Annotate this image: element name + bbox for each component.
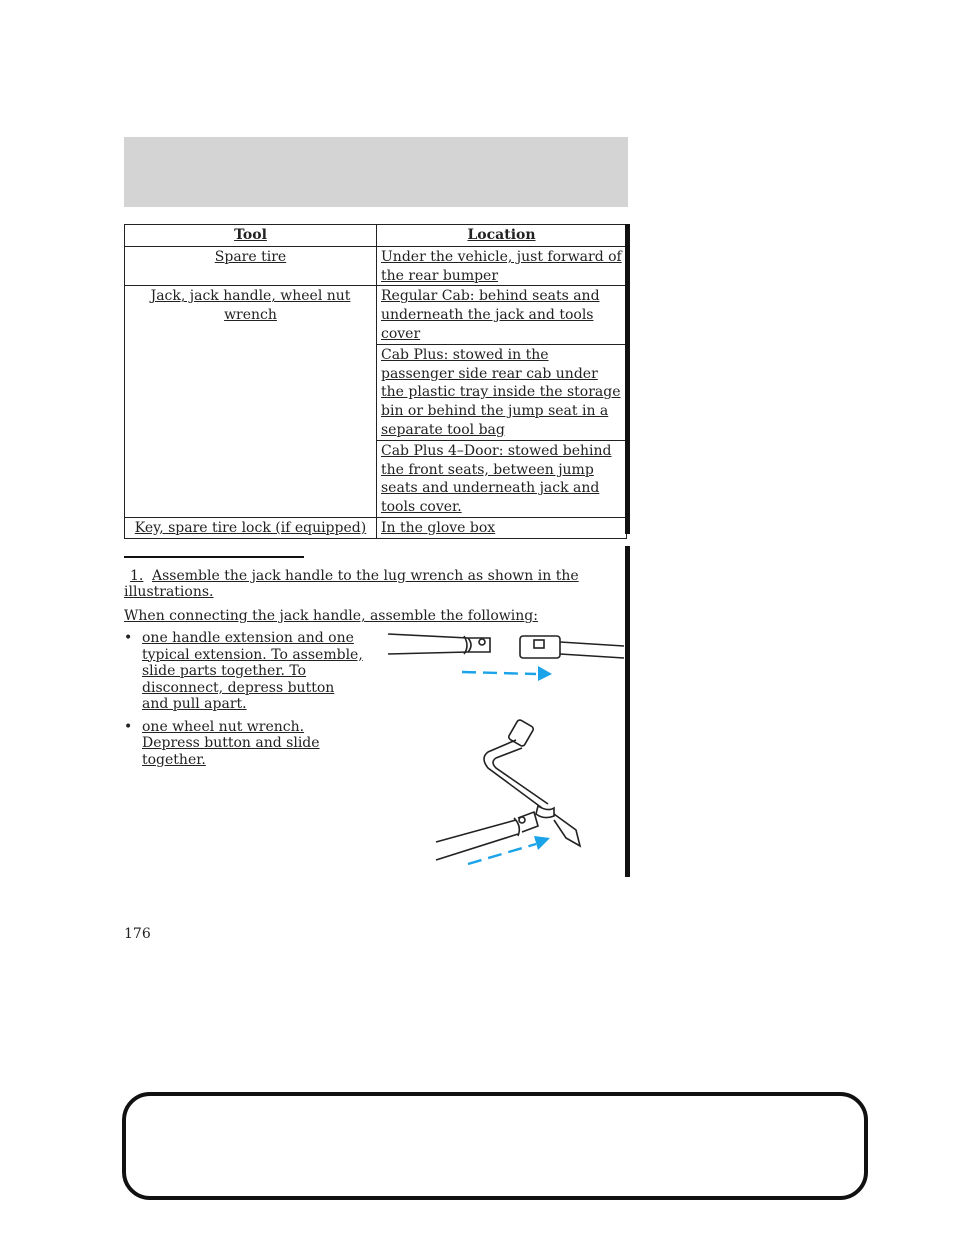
section-rule bbox=[124, 556, 304, 558]
table-row bbox=[125, 286, 627, 344]
step-text: Assemble the jack handle to the lug wrench as shown in the illustrations. bbox=[124, 568, 579, 600]
bullet-text: one handle extension and one typical extension. To assemble, slide parts together. To disconnect, depress button and pull apart. bbox=[142, 630, 363, 712]
intro-text: When connecting the jack handle, assemble the following: bbox=[124, 608, 538, 624]
tool-cell: Key, spare tire lock (if equipped) bbox=[125, 517, 377, 538]
list-item bbox=[124, 630, 364, 713]
assemble-arrow bbox=[468, 836, 550, 864]
step-number: 1. bbox=[130, 568, 144, 584]
handle-extension-drawing bbox=[388, 634, 624, 658]
bullet-icon: • bbox=[124, 630, 133, 646]
handle-extension-illustration bbox=[386, 628, 626, 684]
page-number: 176 bbox=[124, 926, 151, 942]
location-cell: Regular Cab: behind seats and underneath the jack and tools cover bbox=[377, 286, 627, 344]
tool-cell: Jack, jack handle, wheel nut wrench bbox=[125, 286, 377, 518]
list-item bbox=[124, 719, 364, 769]
tool-location-table bbox=[124, 224, 627, 539]
bullet-list bbox=[124, 630, 364, 774]
table-row bbox=[125, 517, 627, 538]
location-cell: Cab Plus 4–Door: stowed behind the front seats, between jump seats and underneath jack and tools cover. bbox=[377, 440, 627, 517]
location-cell: In the glove box bbox=[377, 517, 627, 538]
assemble-arrow bbox=[462, 666, 552, 681]
tool-column-header: Tool bbox=[125, 225, 377, 247]
footer-box bbox=[122, 1092, 868, 1200]
tool-cell: Spare tire bbox=[125, 246, 377, 286]
wheel-nut-wrench-illustration bbox=[430, 716, 626, 868]
bullet-icon: • bbox=[124, 718, 133, 735]
table-header-row bbox=[125, 225, 627, 247]
location-cell: Cab Plus: stowed in the passenger side rear cab under the plastic tray inside the storage bin or behind the jump seat in a separate tool bag bbox=[377, 344, 627, 440]
bullet-text: one wheel nut wrench. Depress button and slide together. bbox=[142, 718, 320, 768]
revision-bar bbox=[625, 224, 630, 534]
step-1 bbox=[124, 568, 594, 600]
wheel-nut-wrench-drawing bbox=[436, 719, 580, 860]
table-row bbox=[125, 246, 627, 286]
location-cell: Under the vehicle, just forward of the rear bumper bbox=[377, 246, 627, 286]
section-header-band bbox=[124, 137, 628, 207]
location-column-header: Location bbox=[377, 225, 627, 247]
